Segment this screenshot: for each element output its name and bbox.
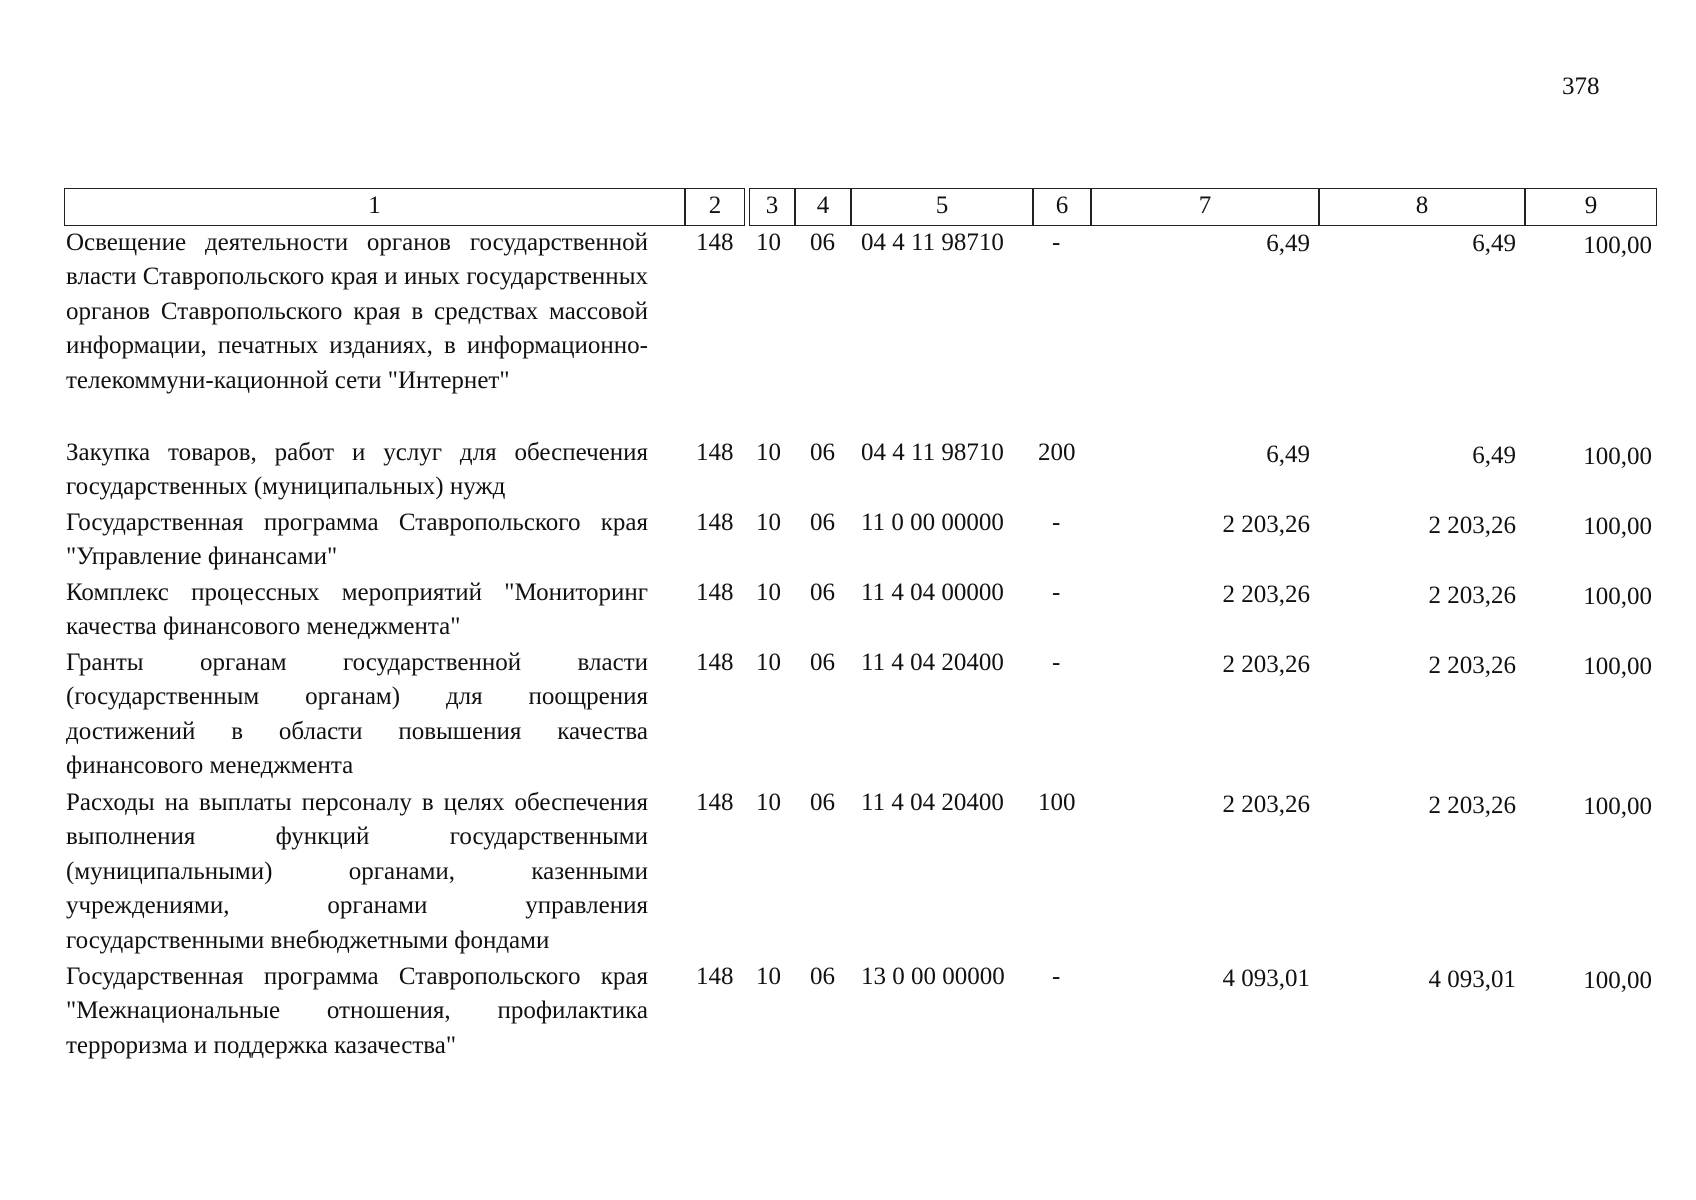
row-description: Расходы на выплаты персоналу в целях обеспечения выполнения функций государственными (муниципальными) органами, казенными учреждениями, органами управления государственными внебюджетными фондами	[66, 789, 648, 954]
cell-col-3: 10	[756, 579, 781, 606]
cell-col-3: 10	[756, 439, 781, 466]
cell-col-9: 100,00	[1583, 583, 1652, 610]
column-header-label: 1	[368, 192, 381, 219]
column-header-3	[749, 188, 795, 226]
cell-col-6: -	[1052, 649, 1061, 676]
cell-col-2: 148	[696, 509, 734, 536]
cell-col-8: 2 203,26	[1428, 512, 1516, 539]
cell-col-9: 100,00	[1583, 967, 1652, 994]
cell-col-7: 6,49	[1266, 441, 1310, 468]
column-header-2	[685, 188, 745, 226]
cell-col-6: -	[1052, 579, 1061, 606]
cell-col-8: 2 203,26	[1428, 792, 1516, 819]
cell-col-8: 4 093,01	[1428, 966, 1516, 993]
cell-col-2: 148	[696, 649, 734, 676]
cell-col-5: 11 4 04 00000	[861, 579, 1004, 606]
cell-col-6: 200	[1038, 439, 1076, 466]
cell-col-4: 06	[810, 509, 835, 536]
cell-col-6: -	[1052, 509, 1061, 536]
column-header-label: 7	[1198, 192, 1212, 219]
cell-col-3: 10	[756, 509, 781, 536]
row-description: Государственная программа Ставропольского края "Межнациональные отношения, профилактика терроризма и поддержка казачества"	[66, 963, 648, 1059]
cell-col-2: 148	[696, 789, 734, 816]
row-description: Закупка товаров, работ и услуг для обеспечения государственных (муниципальных) нужд	[66, 439, 648, 501]
page-number: 378	[1562, 73, 1600, 100]
column-header-1	[64, 188, 685, 226]
cell-col-3: 10	[756, 963, 781, 990]
cell-col-5: 13 0 00 00000	[861, 963, 1005, 990]
column-header-5	[851, 188, 1033, 226]
column-header-7	[1091, 188, 1319, 226]
row-description: Гранты органам государственной власти (государственным органам) для поощрения достижений в области повышения качества финансового менеджмента	[66, 649, 648, 780]
cell-col-7: 2 203,26	[1222, 511, 1310, 538]
column-header-9	[1525, 188, 1657, 226]
cell-col-5: 11 0 00 00000	[861, 509, 1004, 536]
column-header-label: 6	[1055, 192, 1069, 219]
cell-col-8: 2 203,26	[1428, 652, 1516, 679]
cell-col-8: 6,49	[1472, 230, 1516, 257]
cell-col-6: 100	[1038, 789, 1076, 816]
cell-col-7: 6,49	[1266, 230, 1310, 257]
row-description: Освещение деятельности органов государственной власти Ставропольского края и иных государственных органов Ставропольского края в средствах массовой информации, печатных изданиях, в информационно-телекоммуни-кационной сети "Интернет"	[66, 229, 648, 394]
row-description: Государственная программа Ставропольского края "Управление финансами"	[66, 509, 648, 571]
column-header-label: 4	[816, 192, 830, 219]
cell-col-2: 148	[696, 963, 734, 990]
cell-col-8: 2 203,26	[1428, 582, 1516, 609]
column-header-label: 3	[765, 192, 779, 219]
column-header-4	[795, 188, 851, 226]
cell-col-4: 06	[810, 963, 835, 990]
cell-col-9: 100,00	[1583, 443, 1652, 470]
cell-col-4: 06	[810, 439, 835, 466]
column-header-6	[1033, 188, 1091, 226]
cell-col-9: 100,00	[1583, 232, 1652, 259]
column-header-label: 8	[1415, 192, 1429, 219]
cell-col-7: 4 093,01	[1222, 965, 1310, 992]
cell-col-6: -	[1052, 963, 1061, 990]
cell-col-4: 06	[810, 579, 835, 606]
cell-col-2: 148	[696, 229, 734, 256]
column-header-label: 2	[708, 192, 722, 219]
cell-col-9: 100,00	[1583, 793, 1652, 820]
column-header-label: 9	[1584, 192, 1598, 219]
cell-col-7: 2 203,26	[1222, 651, 1310, 678]
cell-col-2: 148	[696, 579, 734, 606]
cell-col-4: 06	[810, 649, 835, 676]
cell-col-3: 10	[756, 789, 781, 816]
cell-col-5: 04 4 11 98710	[861, 439, 1004, 466]
cell-col-4: 06	[810, 789, 835, 816]
cell-col-4: 06	[810, 229, 835, 256]
cell-col-9: 100,00	[1583, 513, 1652, 540]
row-description: Комплекс процессных мероприятий "Мониторинг качества финансового менеджмента"	[66, 579, 648, 641]
cell-col-5: 11 4 04 20400	[861, 649, 1004, 676]
cell-col-5: 11 4 04 20400	[861, 789, 1004, 816]
cell-col-8: 6,49	[1472, 442, 1516, 469]
cell-col-2: 148	[696, 439, 734, 466]
cell-col-7: 2 203,26	[1222, 791, 1310, 818]
cell-col-5: 04 4 11 98710	[861, 229, 1004, 256]
cell-col-6: -	[1052, 229, 1061, 256]
column-header-label: 5	[935, 192, 949, 219]
cell-col-3: 10	[756, 649, 781, 676]
column-header-8	[1319, 188, 1525, 226]
cell-col-3: 10	[756, 229, 781, 256]
cell-col-9: 100,00	[1583, 653, 1652, 680]
cell-col-7: 2 203,26	[1222, 581, 1310, 608]
